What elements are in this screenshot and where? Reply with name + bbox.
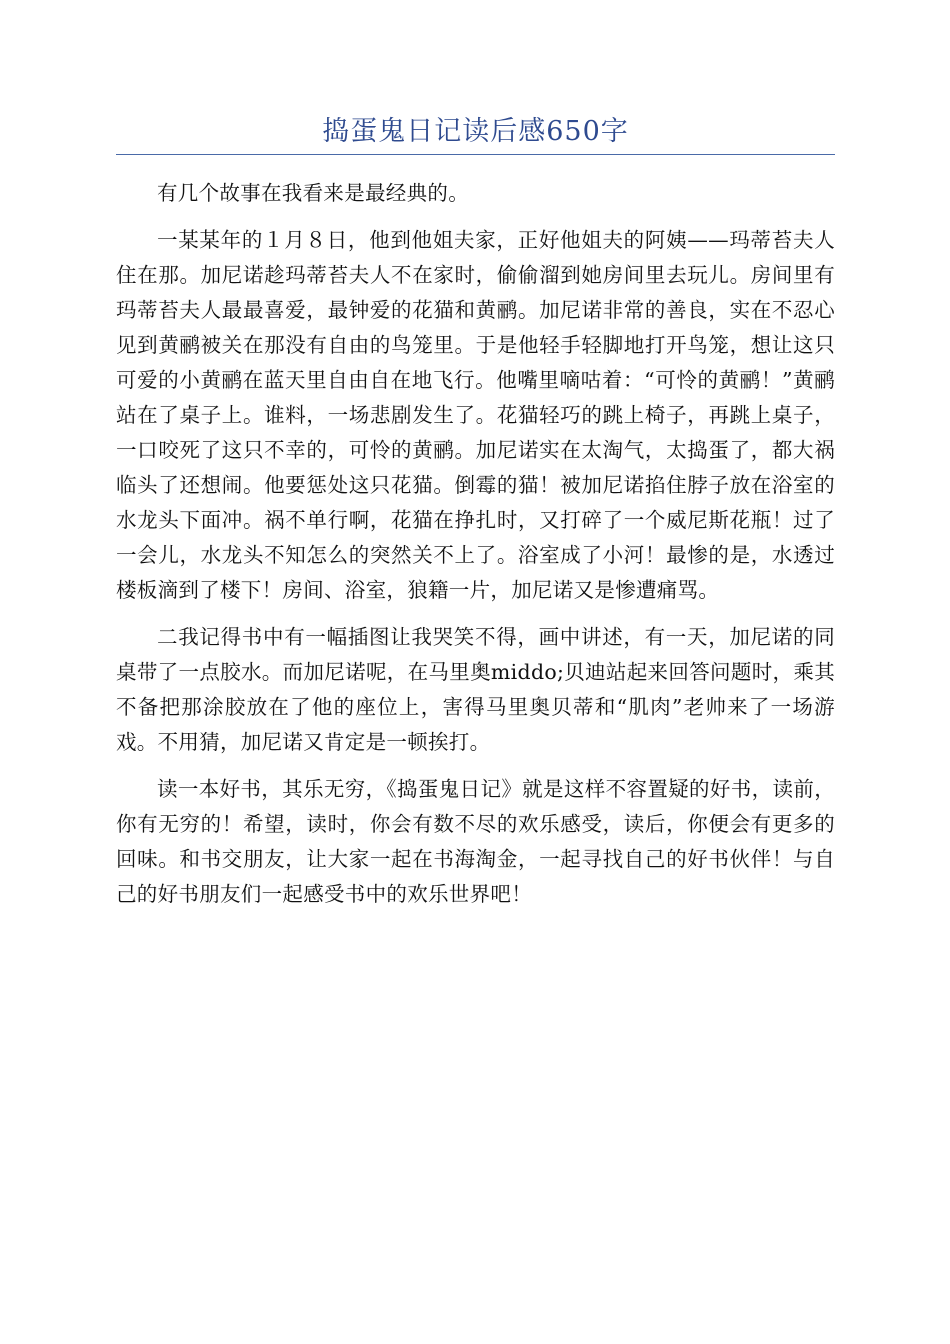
- paragraph-conclusion: 读一本好书，其乐无穷，《捣蛋鬼日记》就是这样不容置疑的好书，读前，你有无穷的！希望，读时，你会有数不尽的欢乐感受，读后，你便会有更多的回味。和书交朋友，让大家一起在书海淘金，一起寻找自己的好书伙伴！与自己的好书朋友们一起感受书中的欢乐世界吧！: [116, 777, 835, 906]
- paragraph-intro: 有几个故事在我看来是最经典的。: [157, 181, 469, 205]
- document-title: 捣蛋鬼日记读后感650字: [322, 116, 629, 147]
- title-underline: [116, 154, 835, 155]
- document-body: [116, 176, 835, 924]
- paragraph-story-two: 二我记得书中有一幅插图让我哭笑不得，画中讲述，有一天，加尼诺的同桌带了一点胶水。而加尼诺呢，在马里奥middo;贝迪站起来回答问题时，乘其不备把那涂胶放在了他的座位上，害得马里奥贝蒂和“肌肉”老帅来了一场游戏。不用猜，加尼诺又肯定是一顿挨打。: [116, 625, 835, 754]
- paragraph-story-one: 一某某年的１月８日，他到他姐夫家，正好他姐夫的阿姨——玛蒂苔夫人住在那。加尼诺趁玛蒂苔夫人不在家时，偷偷溜到她房间里去玩儿。房间里有玛蒂苔夫人最最喜爱，最钟爱的花猫和黄鹂。加尼诺非常的善良，实在不忍心见到黄鹂被关在那没有自由的鸟笼里。于是他轻手轻脚地打开鸟笼，想让这只可爱的小黄鹂在蓝天里自由自在地飞行。他嘴里嘀咕着：“可怜的黄鹂！”黄鹂站在了桌子上。谁料，一场悲剧发生了。花猫轻巧的跳上椅子，再跳上桌子，一口咬死了这只不幸的，可怜的黄鹂。加尼诺实在太淘气，太捣蛋了，都大祸临头了还想闹。他要惩处这只花猫。倒霉的猫！被加尼诺掐住脖子放在浴室的水龙头下面冲。祸不单行啊，花猫在挣扎时，又打碎了一个威尼斯花瓶！过了一会儿，水龙头不知怎么的突然关不上了。浴室成了小河！最惨的是，水透过楼板滴到了楼下！房间、浴室，狼籍一片，加尼诺又是惨遭痛骂。: [116, 228, 835, 602]
